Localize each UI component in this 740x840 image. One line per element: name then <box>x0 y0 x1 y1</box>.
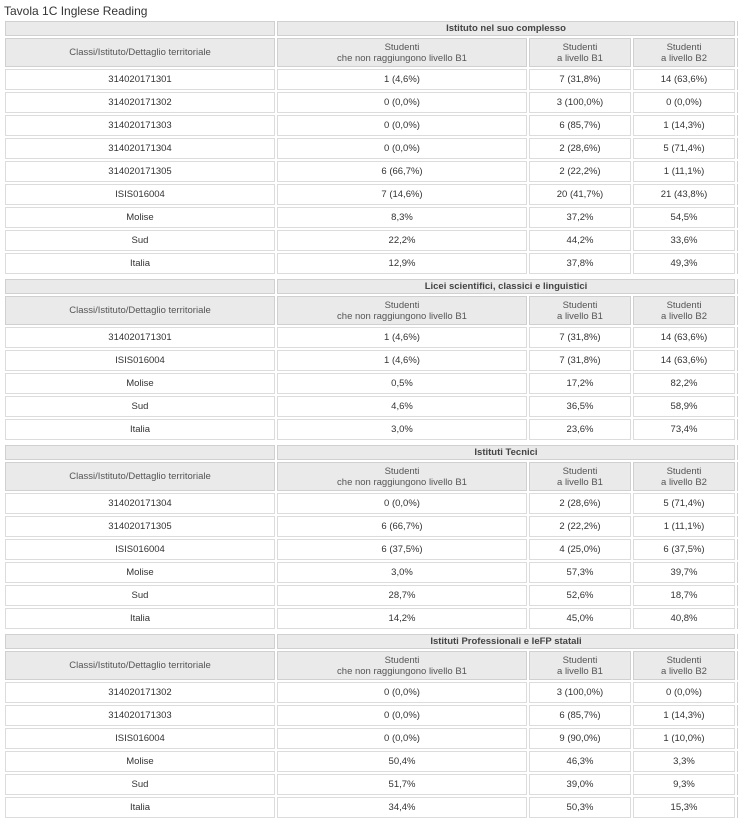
column-header-b1 <box>529 651 631 680</box>
table-row <box>5 138 740 159</box>
row-label-cell: Sud <box>5 585 275 606</box>
b2-cell: 58,9% <box>633 396 735 417</box>
column-header-line: che non raggiungono livello B1 <box>337 476 467 488</box>
column-header-line: Studenti <box>666 299 702 311</box>
b1-cell: 3 (100,0%) <box>529 682 631 703</box>
column-header-b1 <box>529 462 631 491</box>
b1-cell: 50,3% <box>529 797 631 818</box>
below-b1-cell: 0 (0,0%) <box>277 493 527 514</box>
row-label-cell: 314020171305 <box>5 516 275 537</box>
column-header-row <box>5 462 740 491</box>
b1-cell: 6 (85,7%) <box>529 705 631 726</box>
below-b1-cell: 0 (0,0%) <box>277 728 527 749</box>
b2-cell: 15,3% <box>633 797 735 818</box>
table-row <box>5 396 740 417</box>
b2-cell: 82,2% <box>633 373 735 394</box>
b2-cell: 1 (14,3%) <box>633 705 735 726</box>
column-header-line: a livello B2 <box>661 476 707 488</box>
column-header-below-b1 <box>277 651 527 680</box>
below-b1-cell: 1 (4,6%) <box>277 327 527 348</box>
column-header-territory: Classi/Istituto/Dettaglio territoriale <box>5 462 275 491</box>
below-b1-cell: 0 (0,0%) <box>277 705 527 726</box>
table-row <box>5 373 740 394</box>
b1-cell: 7 (31,8%) <box>529 327 631 348</box>
section-title: Istituti Tecnici <box>277 445 735 460</box>
column-header-line: Studenti <box>384 654 420 666</box>
row-label-cell: Italia <box>5 797 275 818</box>
b2-cell: 1 (10,0%) <box>633 728 735 749</box>
row-label-cell: ISIS016004 <box>5 184 275 205</box>
b1-cell: 4 (25,0%) <box>529 539 631 560</box>
column-header-line: a livello B1 <box>557 52 603 64</box>
b1-cell: 17,2% <box>529 373 631 394</box>
row-label-cell: Molise <box>5 207 275 228</box>
b1-cell: 23,6% <box>529 419 631 440</box>
row-label-cell: Italia <box>5 608 275 629</box>
table-separator <box>0 820 740 821</box>
below-b1-cell: 1 (4,6%) <box>277 69 527 90</box>
column-header-line: Studenti <box>384 41 420 53</box>
table-row <box>5 115 740 136</box>
section-header-empty <box>5 445 275 460</box>
column-header-line: che non raggiungono livello B1 <box>337 310 467 322</box>
row-label-cell: Italia <box>5 419 275 440</box>
b2-cell: 14 (63,6%) <box>633 350 735 371</box>
column-header-row <box>5 651 740 680</box>
row-label-cell: 314020171301 <box>5 69 275 90</box>
row-label-cell: 314020171303 <box>5 705 275 726</box>
column-header-line: Studenti <box>562 465 598 477</box>
row-label-cell: 314020171302 <box>5 92 275 113</box>
results-table <box>3 19 740 276</box>
results-table <box>3 443 740 631</box>
table-row <box>5 350 740 371</box>
column-header-b2 <box>633 38 735 67</box>
below-b1-cell: 4,6% <box>277 396 527 417</box>
below-b1-cell: 7 (14,6%) <box>277 184 527 205</box>
table-row <box>5 92 740 113</box>
column-header-line: a livello B1 <box>557 476 603 488</box>
tables-container <box>0 19 740 821</box>
table-row <box>5 419 740 440</box>
page-title: Tavola 1C Inglese Reading <box>4 4 148 18</box>
below-b1-cell: 14,2% <box>277 608 527 629</box>
b1-cell: 3 (100,0%) <box>529 92 631 113</box>
table-row <box>5 327 740 348</box>
table-row <box>5 184 740 205</box>
row-label-cell: Sud <box>5 396 275 417</box>
table-row <box>5 728 740 749</box>
b1-cell: 37,2% <box>529 207 631 228</box>
below-b1-cell: 34,4% <box>277 797 527 818</box>
section-header-row <box>5 21 740 36</box>
column-header-line: a livello B2 <box>661 52 707 64</box>
row-label-cell: Sud <box>5 774 275 795</box>
b2-cell: 40,8% <box>633 608 735 629</box>
below-b1-cell: 0,5% <box>277 373 527 394</box>
b2-cell: 1 (11,1%) <box>633 516 735 537</box>
column-header-territory: Classi/Istituto/Dettaglio territoriale <box>5 38 275 67</box>
below-b1-cell: 6 (37,5%) <box>277 539 527 560</box>
table-row <box>5 493 740 514</box>
b1-cell: 46,3% <box>529 751 631 772</box>
section-header-row <box>5 634 740 649</box>
column-header-territory: Classi/Istituto/Dettaglio territoriale <box>5 651 275 680</box>
b1-cell: 6 (85,7%) <box>529 115 631 136</box>
section-header-empty <box>5 21 275 36</box>
table-row <box>5 705 740 726</box>
column-header-row <box>5 296 740 325</box>
column-header-line: Studenti <box>562 41 598 53</box>
row-label-cell: Molise <box>5 373 275 394</box>
column-header-line: che non raggiungono livello B1 <box>337 52 467 64</box>
table-row <box>5 207 740 228</box>
row-label-cell: Molise <box>5 562 275 583</box>
below-b1-cell: 8,3% <box>277 207 527 228</box>
below-b1-cell: 6 (66,7%) <box>277 161 527 182</box>
b1-cell: 20 (41,7%) <box>529 184 631 205</box>
below-b1-cell: 0 (0,0%) <box>277 115 527 136</box>
b2-cell: 39,7% <box>633 562 735 583</box>
b2-cell: 0 (0,0%) <box>633 92 735 113</box>
column-header-line: a livello B1 <box>557 310 603 322</box>
results-table <box>3 632 740 820</box>
row-label-cell: Italia <box>5 253 275 274</box>
b1-cell: 45,0% <box>529 608 631 629</box>
column-header-line: Studenti <box>384 299 420 311</box>
b2-cell: 5 (71,4%) <box>633 493 735 514</box>
row-label-cell: 314020171305 <box>5 161 275 182</box>
b2-cell: 54,5% <box>633 207 735 228</box>
below-b1-cell: 51,7% <box>277 774 527 795</box>
table-row <box>5 539 740 560</box>
table-row <box>5 253 740 274</box>
table-row <box>5 751 740 772</box>
b2-cell: 14 (63,6%) <box>633 327 735 348</box>
row-label-cell: 314020171304 <box>5 138 275 159</box>
column-header-line: a livello B2 <box>661 665 707 677</box>
below-b1-cell: 0 (0,0%) <box>277 92 527 113</box>
column-header-line: Studenti <box>562 299 598 311</box>
section-header-empty <box>5 634 275 649</box>
table-row <box>5 69 740 90</box>
column-header-line: Studenti <box>384 465 420 477</box>
table-row <box>5 608 740 629</box>
section-header-row <box>5 445 740 460</box>
row-label-cell: Sud <box>5 230 275 251</box>
section-title: Istituto nel suo complesso <box>277 21 735 36</box>
below-b1-cell: 0 (0,0%) <box>277 682 527 703</box>
b1-cell: 9 (90,0%) <box>529 728 631 749</box>
b2-cell: 1 (14,3%) <box>633 115 735 136</box>
table-row <box>5 562 740 583</box>
b2-cell: 0 (0,0%) <box>633 682 735 703</box>
column-header-line: Studenti <box>562 654 598 666</box>
b2-cell: 49,3% <box>633 253 735 274</box>
section-header-empty <box>5 279 275 294</box>
column-header-line: a livello B2 <box>661 310 707 322</box>
b1-cell: 57,3% <box>529 562 631 583</box>
b1-cell: 37,8% <box>529 253 631 274</box>
b2-cell: 21 (43,8%) <box>633 184 735 205</box>
row-label-cell: ISIS016004 <box>5 728 275 749</box>
below-b1-cell: 50,4% <box>277 751 527 772</box>
b2-cell: 9,3% <box>633 774 735 795</box>
row-label-cell: 314020171302 <box>5 682 275 703</box>
row-label-cell: Molise <box>5 751 275 772</box>
column-header-below-b1 <box>277 38 527 67</box>
below-b1-cell: 12,9% <box>277 253 527 274</box>
below-b1-cell: 0 (0,0%) <box>277 138 527 159</box>
b1-cell: 7 (31,8%) <box>529 350 631 371</box>
table-row <box>5 585 740 606</box>
section-title: Licei scientifici, classici e linguistici <box>277 279 735 294</box>
below-b1-cell: 22,2% <box>277 230 527 251</box>
b1-cell: 2 (28,6%) <box>529 493 631 514</box>
row-label-cell: 314020171304 <box>5 493 275 514</box>
column-header-b2 <box>633 296 735 325</box>
table-row <box>5 797 740 818</box>
section-header-row <box>5 279 740 294</box>
column-header-b2 <box>633 651 735 680</box>
b2-cell: 6 (37,5%) <box>633 539 735 560</box>
column-header-below-b1 <box>277 296 527 325</box>
column-header-line: Studenti <box>666 41 702 53</box>
column-header-line: Studenti <box>666 654 702 666</box>
column-header-line: Studenti <box>666 465 702 477</box>
below-b1-cell: 1 (4,6%) <box>277 350 527 371</box>
row-label-cell: 314020171303 <box>5 115 275 136</box>
table-row <box>5 682 740 703</box>
b2-cell: 73,4% <box>633 419 735 440</box>
b2-cell: 1 (11,1%) <box>633 161 735 182</box>
column-header-line: che non raggiungono livello B1 <box>337 665 467 677</box>
section-title: Istituti Professionali e IeFP statali <box>277 634 735 649</box>
b2-cell: 33,6% <box>633 230 735 251</box>
b1-cell: 36,5% <box>529 396 631 417</box>
b1-cell: 2 (22,2%) <box>529 516 631 537</box>
b1-cell: 39,0% <box>529 774 631 795</box>
below-b1-cell: 3,0% <box>277 562 527 583</box>
table-row <box>5 774 740 795</box>
b2-cell: 3,3% <box>633 751 735 772</box>
b2-cell: 18,7% <box>633 585 735 606</box>
row-label-cell: 314020171301 <box>5 327 275 348</box>
column-header-below-b1 <box>277 462 527 491</box>
b2-cell: 14 (63,6%) <box>633 69 735 90</box>
column-header-b1 <box>529 296 631 325</box>
column-header-b1 <box>529 38 631 67</box>
table-row <box>5 161 740 182</box>
column-header-line: a livello B1 <box>557 665 603 677</box>
below-b1-cell: 3,0% <box>277 419 527 440</box>
b1-cell: 7 (31,8%) <box>529 69 631 90</box>
column-header-territory: Classi/Istituto/Dettaglio territoriale <box>5 296 275 325</box>
column-header-b2 <box>633 462 735 491</box>
table-row <box>5 516 740 537</box>
row-label-cell: ISIS016004 <box>5 539 275 560</box>
b1-cell: 44,2% <box>529 230 631 251</box>
b1-cell: 2 (28,6%) <box>529 138 631 159</box>
column-header-row <box>5 38 740 67</box>
b1-cell: 2 (22,2%) <box>529 161 631 182</box>
below-b1-cell: 28,7% <box>277 585 527 606</box>
row-label-cell: ISIS016004 <box>5 350 275 371</box>
results-table <box>3 277 740 442</box>
table-row <box>5 230 740 251</box>
b2-cell: 5 (71,4%) <box>633 138 735 159</box>
b1-cell: 52,6% <box>529 585 631 606</box>
below-b1-cell: 6 (66,7%) <box>277 516 527 537</box>
